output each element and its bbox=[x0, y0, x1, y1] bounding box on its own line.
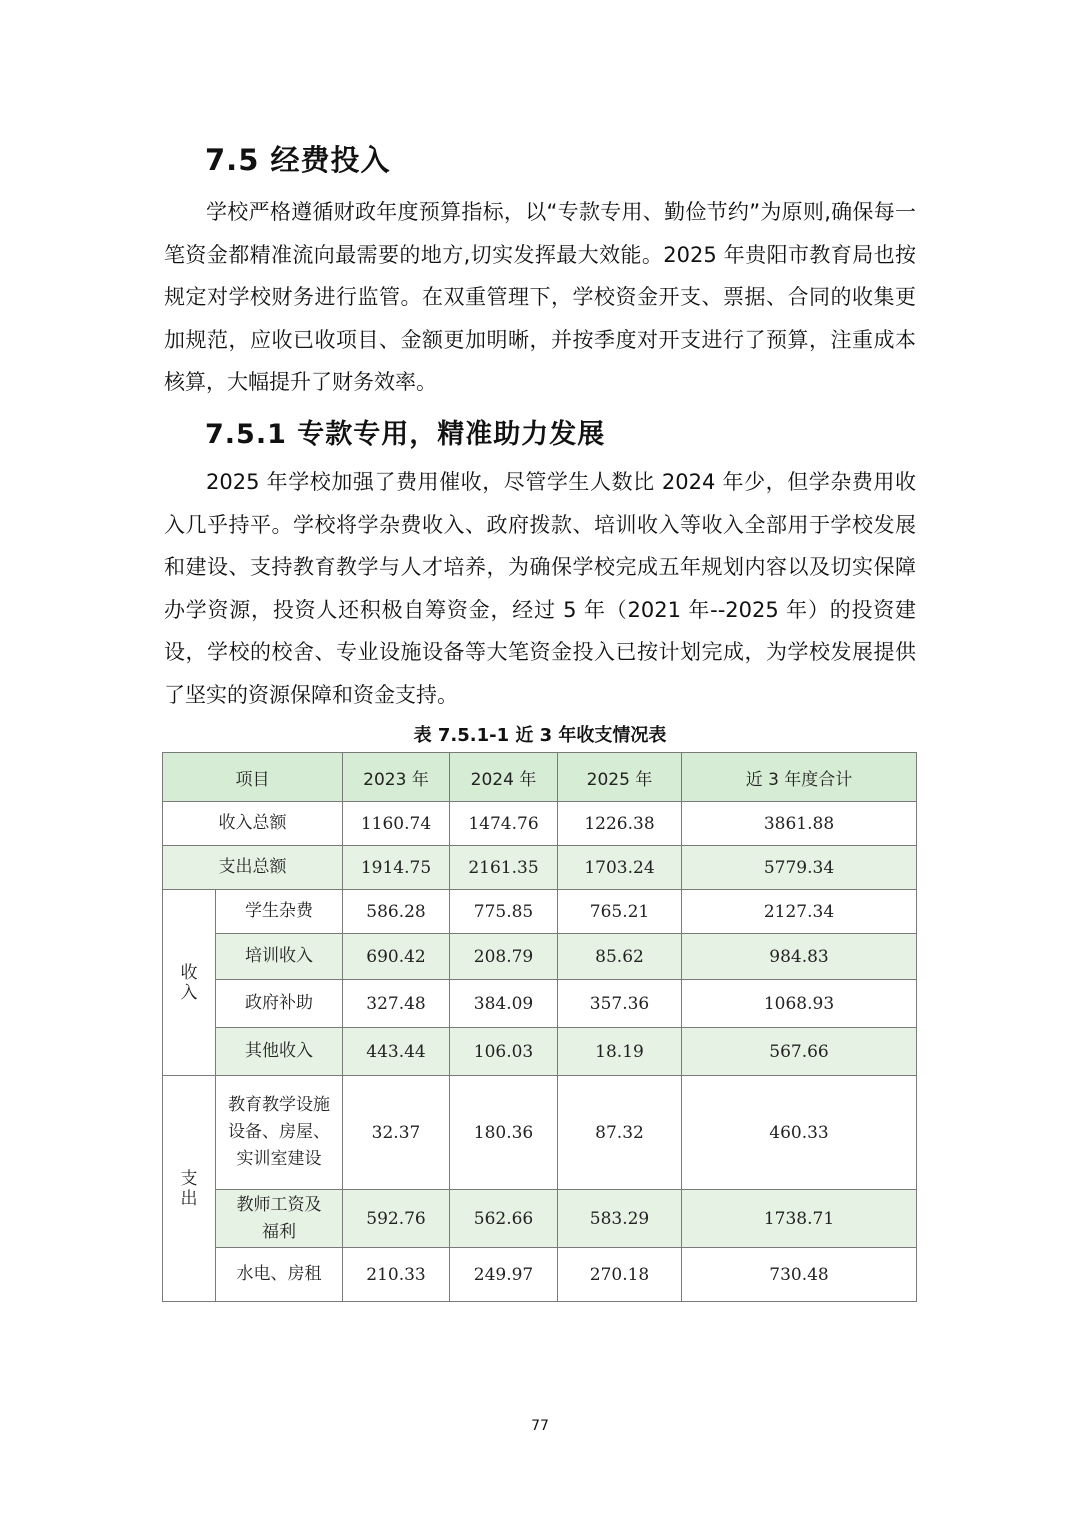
table-row bbox=[163, 934, 917, 980]
row-label: 水电、房租 bbox=[216, 1248, 343, 1302]
row-label: 教育教学设施设备、房屋、实训室建设 bbox=[216, 1076, 343, 1190]
table-row bbox=[163, 890, 917, 934]
cell-value: 85.62 bbox=[558, 934, 682, 980]
table-row bbox=[163, 1028, 917, 1076]
cell-value: 208.79 bbox=[450, 934, 558, 980]
cell-value: 1226.38 bbox=[558, 802, 682, 846]
table-row bbox=[163, 1076, 917, 1190]
cell-value: 2127.34 bbox=[682, 890, 917, 934]
cell-value: 18.19 bbox=[558, 1028, 682, 1076]
cell-value: 270.18 bbox=[558, 1248, 682, 1302]
cell-value: 984.83 bbox=[682, 934, 917, 980]
table-row bbox=[163, 1248, 917, 1302]
table-header-row bbox=[163, 753, 917, 802]
section-paragraph: 学校严格遵循财政年度预算指标，以“专款专用、勤俭节约”为原则,确保每一笔资金都精准流向最需要的地方,切实发挥最大效能。2025 年贵阳市教育局也按规定对学校财务进行监管。在双重管理下，学校资金开支、票据、合同的收集更加规范，应收已收项目、金额更加明晰，并按季度对开支进行了预算，注重成本核算，大幅提升了财务效率。 bbox=[164, 200, 916, 395]
table-row bbox=[163, 802, 917, 846]
table-row bbox=[163, 846, 917, 890]
cell-value: 443.44 bbox=[343, 1028, 450, 1076]
row-label: 学生杂费 bbox=[216, 890, 343, 934]
cell-value: 1474.76 bbox=[450, 802, 558, 846]
income-group-label: 收入 bbox=[163, 890, 216, 1076]
cell-value: 106.03 bbox=[450, 1028, 558, 1076]
header-total: 近 3 年度合计 bbox=[682, 753, 917, 802]
cell-value: 1068.93 bbox=[682, 980, 917, 1028]
cell-value: 32.37 bbox=[343, 1076, 450, 1190]
row-label: 收入总额 bbox=[163, 802, 343, 846]
cell-value: 1160.74 bbox=[343, 802, 450, 846]
header-item: 项目 bbox=[163, 753, 343, 802]
table-row bbox=[163, 1190, 917, 1248]
cell-value: 1703.24 bbox=[558, 846, 682, 890]
expense-group-label: 支出 bbox=[163, 1076, 216, 1302]
cell-value: 592.76 bbox=[343, 1190, 450, 1248]
header-2024: 2024 年 bbox=[450, 753, 558, 802]
row-label: 培训收入 bbox=[216, 934, 343, 980]
section-title: 7.5 经费投入 bbox=[205, 143, 391, 177]
header-2025: 2025 年 bbox=[558, 753, 682, 802]
cell-value: 5779.34 bbox=[682, 846, 917, 890]
cell-value: 210.33 bbox=[343, 1248, 450, 1302]
cell-value: 567.66 bbox=[682, 1028, 917, 1076]
subsection-paragraph: 2025 年学校加强了费用催收，尽管学生人数比 2024 年少，但学杂费用收入几乎持平。学校将学杂费收入、政府拨款、培训收入等收入全部用于学校发展和建设、支持教育教学与人才培养，为确保学校完成五年规划内容以及切实保障办学资源，投资人还积极自筹资金，经过 5 年（2021 年--2025 年）的投资建设，学校的校舍、专业设施设备等大笔资金投入已按计划完成，为学校发展提供了坚实的资源保障和资金支持。 bbox=[164, 470, 916, 707]
row-label: 教师工资及福利 bbox=[216, 1190, 343, 1248]
cell-value: 460.33 bbox=[682, 1076, 917, 1190]
cell-value: 2161.35 bbox=[450, 846, 558, 890]
cell-value: 730.48 bbox=[682, 1248, 917, 1302]
cell-value: 583.29 bbox=[558, 1190, 682, 1248]
cell-value: 180.36 bbox=[450, 1076, 558, 1190]
cell-value: 1914.75 bbox=[343, 846, 450, 890]
cell-value: 384.09 bbox=[450, 980, 558, 1028]
page-number: 77 bbox=[531, 1418, 549, 1434]
cell-value: 3861.88 bbox=[682, 802, 917, 846]
cell-value: 87.32 bbox=[558, 1076, 682, 1190]
income-expense-table bbox=[162, 752, 917, 1302]
cell-value: 765.21 bbox=[558, 890, 682, 934]
row-label: 其他收入 bbox=[216, 1028, 343, 1076]
row-label: 支出总额 bbox=[163, 846, 343, 890]
header-2023: 2023 年 bbox=[343, 753, 450, 802]
cell-value: 562.66 bbox=[450, 1190, 558, 1248]
cell-value: 327.48 bbox=[343, 980, 450, 1028]
cell-value: 775.85 bbox=[450, 890, 558, 934]
row-label: 政府补助 bbox=[216, 980, 343, 1028]
subsection-title: 7.5.1 专款专用，精准助力发展 bbox=[205, 419, 606, 450]
cell-value: 690.42 bbox=[343, 934, 450, 980]
table-caption: 表 7.5.1-1 近 3 年收支情况表 bbox=[413, 725, 667, 746]
cell-value: 357.36 bbox=[558, 980, 682, 1028]
table-row bbox=[163, 980, 917, 1028]
cell-value: 249.97 bbox=[450, 1248, 558, 1302]
cell-value: 586.28 bbox=[343, 890, 450, 934]
cell-value: 1738.71 bbox=[682, 1190, 917, 1248]
